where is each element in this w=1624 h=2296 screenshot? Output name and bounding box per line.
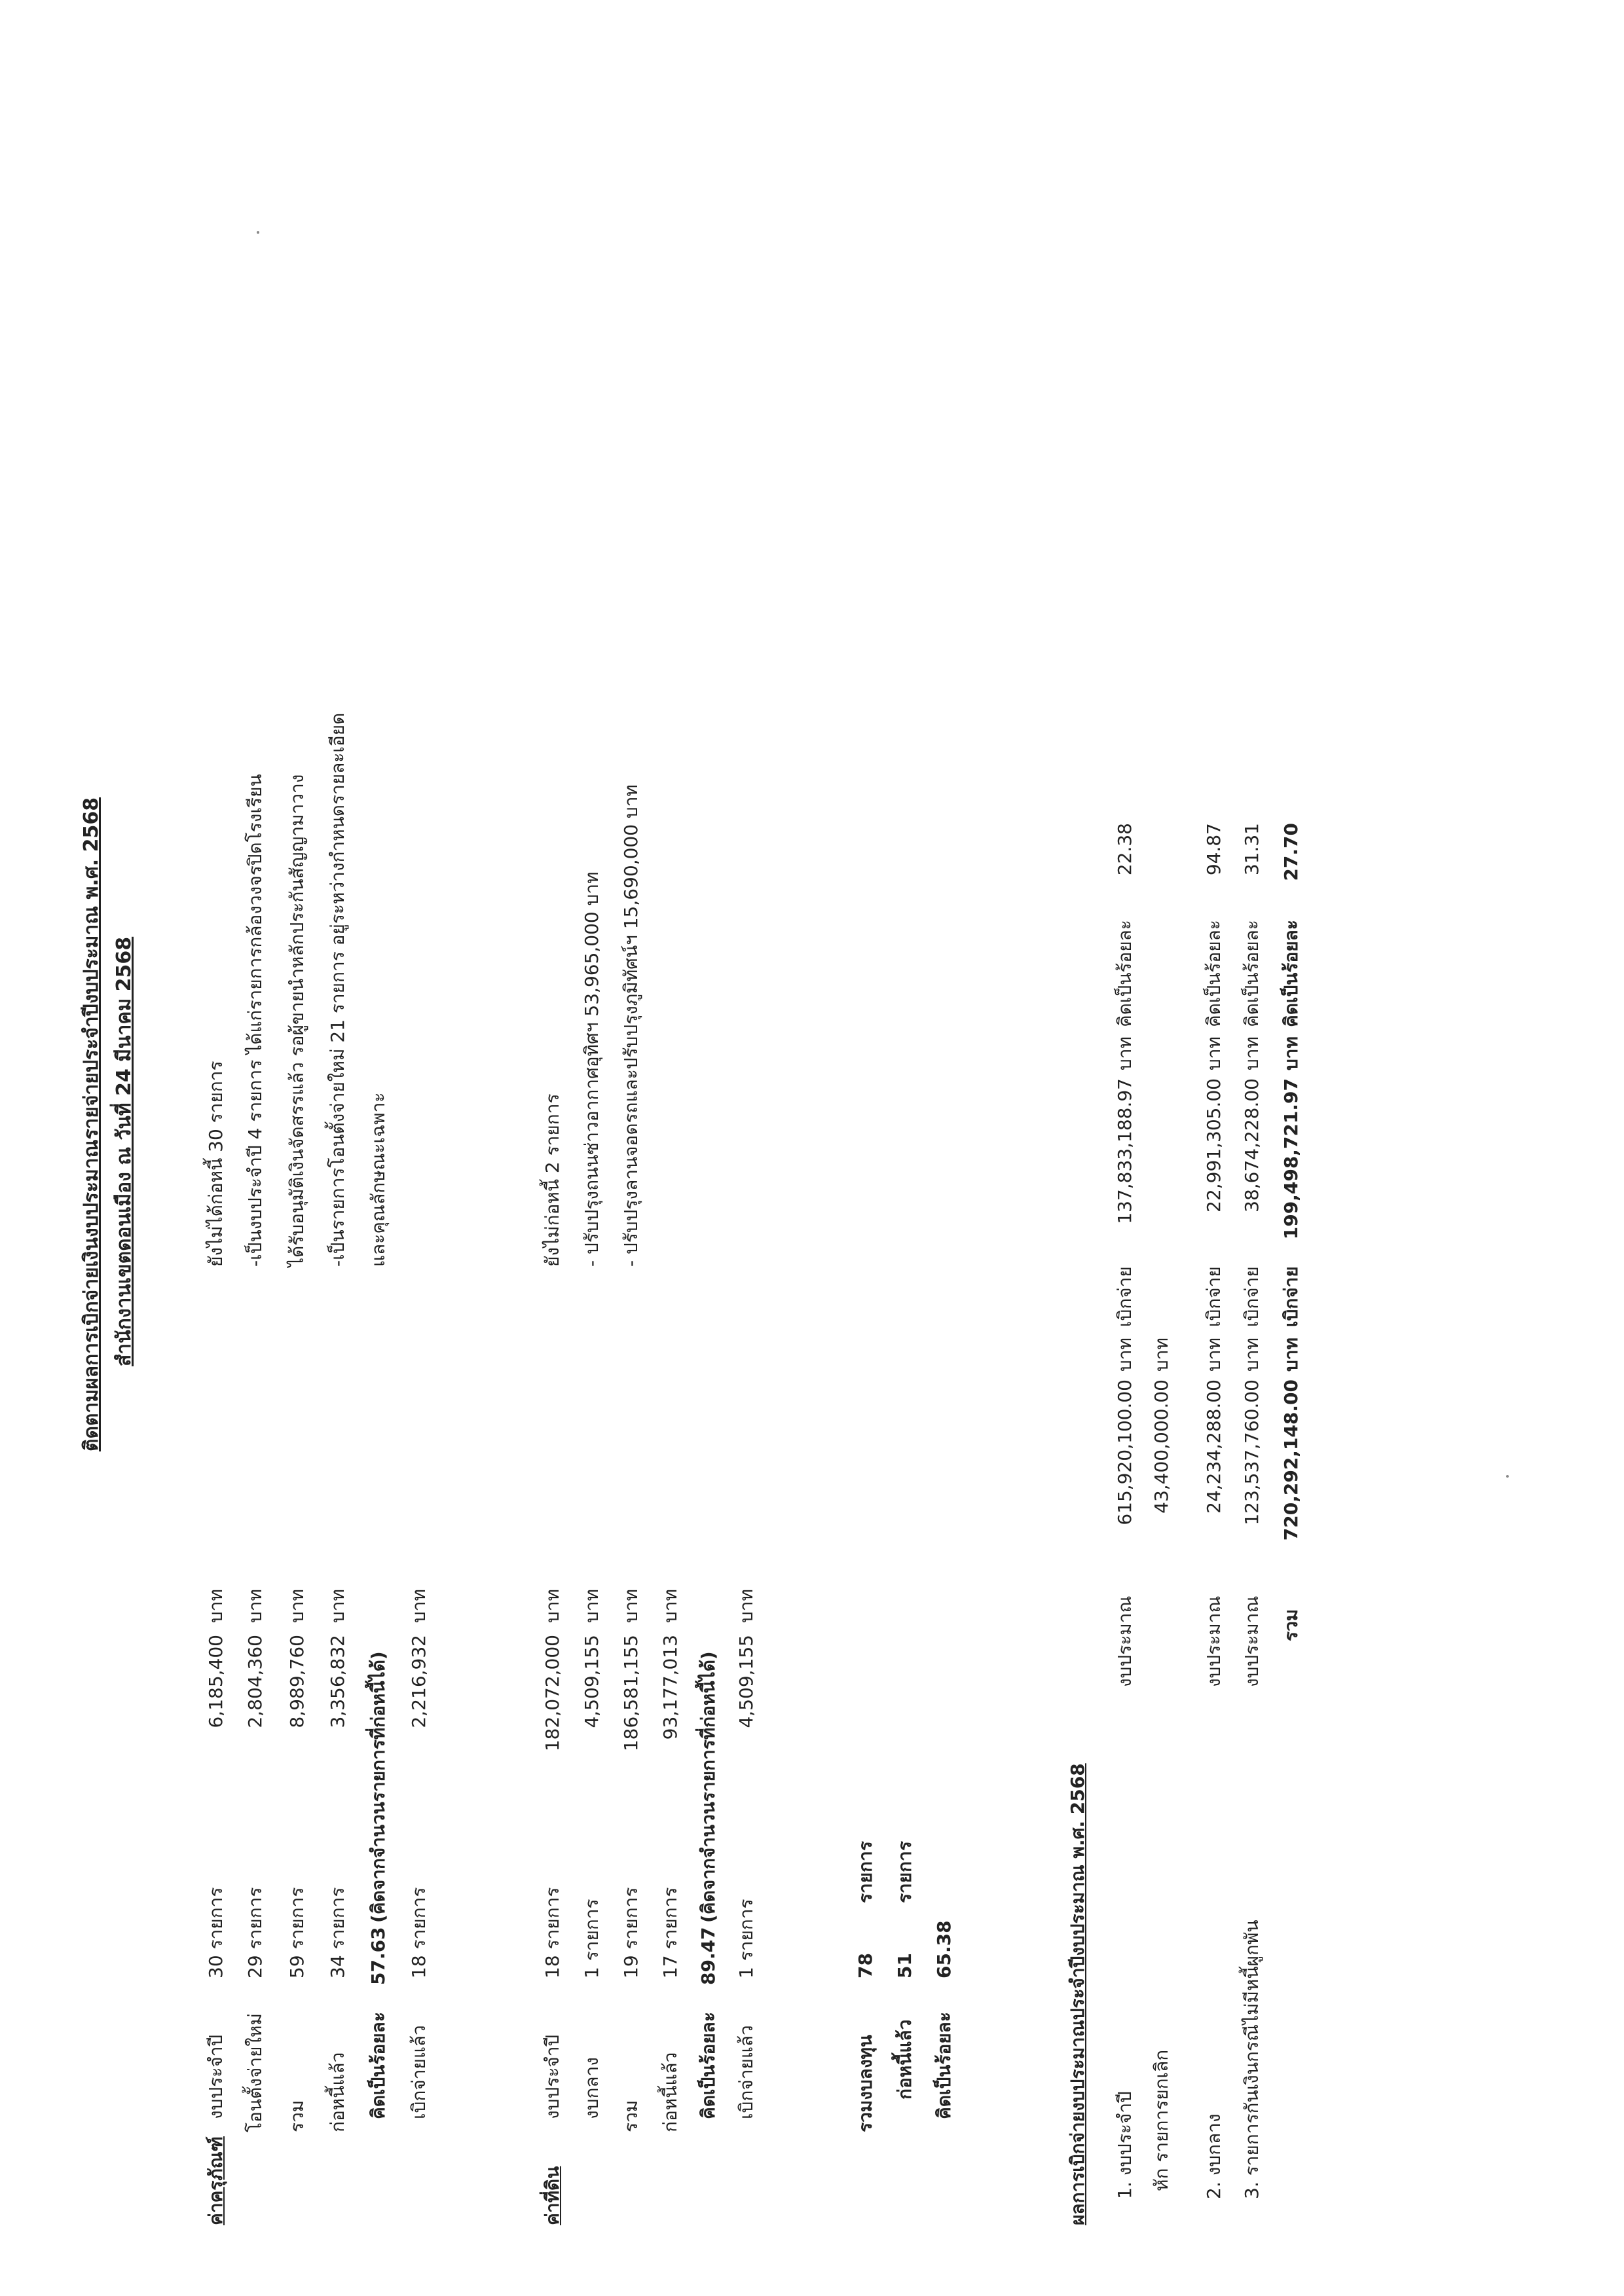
summary-row-disbursed: 22,991,305.00 <box>1203 1078 1225 1212</box>
equipment-row-count: 29 รายการ <box>244 1887 266 1978</box>
land-row-note: - ปรับปรุงลานจอดรถและปรับปรุงภูมิทัศน์ฯ 15,690,000 บาท <box>620 784 642 1267</box>
land-row-label: งบประจำปี <box>542 2034 563 2119</box>
land-row-note: - ปรับปรุงถนนซ่าวอากาศอุทิศฯ 53,965,000 บาท <box>581 871 602 1267</box>
equipment-percent-label: คิดเป็นร้อยละ <box>367 2012 389 2119</box>
land-row-count: 19 รายการ <box>620 1887 642 1978</box>
equipment-disbursed-amount: 2,216,932 <box>408 1635 430 1728</box>
land-disbursed-count: 1 รายการ <box>735 1899 757 1978</box>
land-row-amount: 93,177,013 <box>659 1635 681 1740</box>
summary-row-disb-label: เบิกจ่าย <box>1203 1266 1225 1327</box>
investment-total-value: 78 <box>855 1953 876 1978</box>
summary-row-type: งบประมาณ <box>1203 1595 1225 1687</box>
equipment-disbursed-count: 18 รายการ <box>408 1887 430 1978</box>
equipment-row-count: 30 รายการ <box>205 1887 227 1978</box>
summary-total-pct: 27.70 <box>1280 823 1302 881</box>
summary-total-unit2: บาท <box>1280 1036 1302 1070</box>
summary-row-unit: บาท <box>1241 1338 1263 1372</box>
land-row-unit: บาท <box>542 1589 563 1623</box>
summary-row-unit2: บาท <box>1203 1036 1225 1070</box>
equipment-row-label: ก่อหนี้แล้ว <box>327 2052 348 2132</box>
equipment-row-amount: 8,989,760 <box>286 1635 308 1728</box>
summary-row-pct: 31.31 <box>1241 823 1263 876</box>
summary-heading: ผลการเบิกจ่ายงบประมาณประจำปีงบประมาณ พ.ศ. 2568 <box>1067 1763 1088 2225</box>
equipment-disbursed-label: เบิกจ่ายแล้ว <box>408 2025 430 2119</box>
summary-row-unit2: บาท <box>1241 1036 1263 1070</box>
land-row-unit: บาท <box>620 1589 642 1623</box>
scan-speck <box>1506 1475 1509 1478</box>
summary-row-disbursed: 137,833,188.97 <box>1114 1078 1135 1224</box>
equipment-row-note: -เป็นรายการโอนตั้งจ่ายใหม่ 21 รายการ อยู่ระหว่างกำหนดรายละเอียด <box>327 712 348 1267</box>
scan-speck <box>257 231 259 234</box>
equipment-row-amount: 2,804,360 <box>244 1635 266 1728</box>
summary-row-unit: บาท <box>1203 1338 1225 1372</box>
equipment-row-count: 59 รายการ <box>286 1887 308 1978</box>
summary-row-pct: 22.38 <box>1114 823 1135 876</box>
investment-total-unit: รายการ <box>855 1841 876 1903</box>
land-row-count: 1 รายการ <box>581 1899 602 1978</box>
summary-row-label: 1. งบประจำปี <box>1114 2091 1135 2199</box>
investment-percent-label: คิดเป็นร้อยละ <box>933 2012 955 2119</box>
summary-row-disb-label: เบิกจ่าย <box>1241 1266 1263 1327</box>
summary-row-unit: บาท <box>1114 1338 1135 1372</box>
summary-row-pct-label: คิดเป็นร้อยละ <box>1241 920 1263 1027</box>
equipment-row-note: ได้รับอนุมัติเงินจัดสรรแล้ว รอผู้ขายนำหลักประกันสัญญามาวาง <box>286 774 308 1267</box>
land-row-label: ก่อหนี้แล้ว <box>659 2052 681 2132</box>
land-row-unit: บาท <box>581 1589 602 1623</box>
summary-row-disbursed: 38,674,228.00 <box>1241 1078 1263 1212</box>
equipment-row-note: -เป็นงบประจำปี 4 รายการ ได้แก่รายการกล้องวงจรปิดโรงเรียน <box>244 774 266 1267</box>
equipment-row-amount: 6,185,400 <box>205 1635 227 1728</box>
equipment-row-amount: 3,356,832 <box>327 1635 348 1728</box>
investment-committed-label: ก่อหนี้แล้ว <box>894 2019 915 2100</box>
investment-total-label: รวมงบลงทุน <box>855 2034 876 2132</box>
page-title: ติดตามผลการเบิกจ่ายเงินงบประมาณรายจ่ายประจำปีงบประมาณ พ.ศ. 2568 <box>80 797 103 1451</box>
summary-total-disb-label: เบิกจ่าย <box>1280 1266 1302 1327</box>
investment-committed-value: 51 <box>894 1953 915 1978</box>
summary-row-unit2: บาท <box>1114 1036 1135 1070</box>
summary-total-budget: 720,292,148.00 <box>1280 1379 1302 1541</box>
summary-row-label: 3. รายการกันเงินกรณีไม่มีหนี้ผูกพัน <box>1241 1920 1263 2199</box>
equipment-row-label: รวม <box>286 2100 308 2132</box>
equipment-disbursed-unit: บาท <box>408 1589 430 1623</box>
land-disbursed-label: เบิกจ่ายแล้ว <box>735 2025 757 2119</box>
equipment-row-label: โอนตั้งจ่ายใหม่ <box>244 2013 266 2132</box>
equipment-row-unit: บาท <box>286 1589 308 1623</box>
investment-committed-unit: รายการ <box>894 1841 915 1903</box>
summary-row-pct-label: คิดเป็นร้อยละ <box>1114 920 1135 1027</box>
equipment-row-unit: บาท <box>327 1589 348 1623</box>
land-row-note: ยังไม่ก่อหนี้ 2 รายการ <box>542 1093 563 1267</box>
equipment-percent-value: 57.63 <box>367 1927 389 1985</box>
land-disbursed-amount: 4,509,155 <box>735 1635 757 1728</box>
investment-percent-value: 65.38 <box>933 1920 955 1978</box>
equipment-row-unit: บาท <box>205 1589 227 1623</box>
summary-row-budget: 24,234,288.00 <box>1203 1379 1225 1514</box>
land-row-count: 17 รายการ <box>659 1887 681 1978</box>
equipment-row-count: 34 รายการ <box>327 1887 348 1978</box>
equipment-heading: ค่าครุภัณฑ์ <box>205 2136 227 2225</box>
summary-total-label: รวม <box>1280 1609 1302 1641</box>
summary-row-budget: 615,920,100.00 <box>1114 1379 1135 1525</box>
summary-total-unit: บาท <box>1280 1338 1302 1372</box>
land-row-count: 18 รายการ <box>542 1887 563 1978</box>
equipment-row-note: ยังไม่ได้ก่อหนี้ 30 รายการ <box>205 1061 227 1267</box>
land-disbursed-unit: บาท <box>735 1589 757 1623</box>
land-row-amount: 186,581,155 <box>620 1635 642 1752</box>
summary-row-type: งบประมาณ <box>1114 1595 1135 1687</box>
summary-total-pct-label: คิดเป็นร้อยละ <box>1280 920 1302 1027</box>
equipment-percent-note: (คิดจากจำนวนรายการที่ก่อหนี้ได้) <box>367 1651 389 1923</box>
equipment-row-label: งบประจำปี <box>205 2034 227 2119</box>
land-row-amount: 4,509,155 <box>581 1635 602 1728</box>
land-percent-label: คิดเป็นร้อยละ <box>697 2012 719 2119</box>
summary-row-budget: 123,537,760.00 <box>1241 1379 1263 1525</box>
land-percent-value: 89.47 <box>697 1927 719 1985</box>
summary-row-pct-label: คิดเป็นร้อยละ <box>1203 920 1225 1027</box>
summary-row-type: งบประมาณ <box>1241 1595 1263 1687</box>
land-row-label: งบกลาง <box>581 2057 602 2119</box>
equipment-extra-note: และคุณลักษณะเฉพาะ <box>367 1092 389 1267</box>
page-subtitle: สำนักงานเขตดอนเมือง ณ วันที่ 24 มีนาคม 2568 <box>113 936 136 1366</box>
land-row-unit: บาท <box>659 1589 681 1623</box>
summary-row-label: 2. งบกลาง <box>1203 2113 1225 2199</box>
summary-row-budget: 43,400,000.00 <box>1151 1379 1172 1514</box>
summary-row-unit: บาท <box>1151 1338 1172 1372</box>
land-row-amount: 182,072,000 <box>542 1635 563 1752</box>
equipment-row-unit: บาท <box>244 1589 266 1623</box>
summary-row-pct: 94.87 <box>1203 823 1225 876</box>
land-heading: ค่าที่ดิน <box>542 2166 563 2225</box>
summary-total-disbursed: 199,498,721.97 <box>1280 1078 1302 1240</box>
land-percent-note: (คิดจากจำนวนรายการที่ก่อหนี้ได้) <box>697 1651 719 1923</box>
summary-row-disb-label: เบิกจ่าย <box>1114 1266 1135 1327</box>
summary-row-label: หัก รายการยกเลิก <box>1151 2049 1172 2191</box>
land-row-label: รวม <box>620 2100 642 2132</box>
